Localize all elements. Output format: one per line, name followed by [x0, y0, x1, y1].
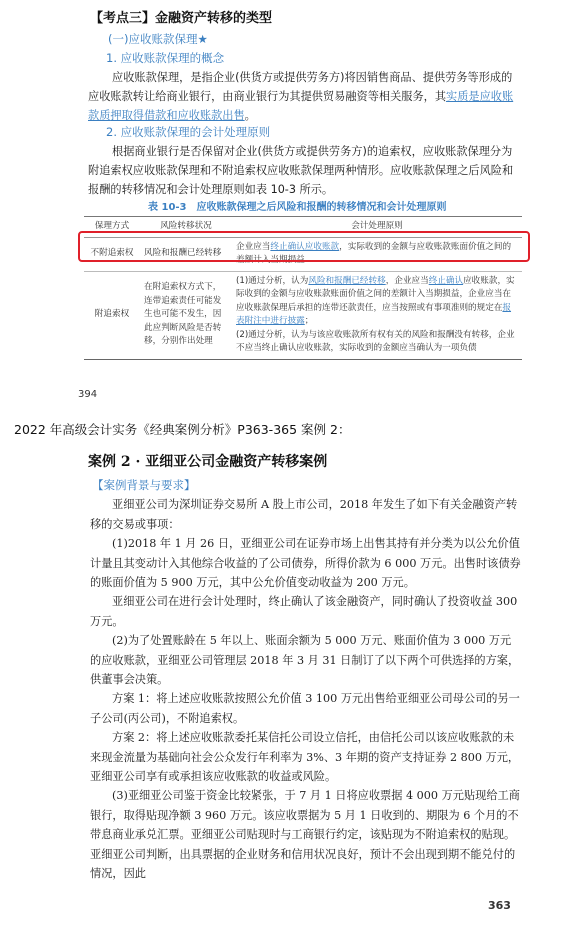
table-header-cell: 风险转移状况	[140, 217, 232, 238]
section-title: 【考点三】金融资产转移的类型	[90, 11, 273, 26]
cell-text: ；	[304, 316, 314, 326]
case-paragraph	[90, 534, 522, 593]
cell-highlight: 终止确认应收账款	[270, 241, 340, 252]
case-text: 亚细亚公司在进行会计处理时，终止确认了该金融资产，同时确认了投资收益 300 万元。	[90, 595, 518, 628]
subheading-a: (一)应收账款保理★	[108, 32, 208, 46]
para1-text-b: 收账款转让给商业银行，由商业银行为其提供贸易融资等相关服务，其	[99, 90, 447, 103]
para1-highlight-1: 实质是应收账款质	[88, 90, 514, 122]
table-cell: 附追索权	[84, 271, 140, 359]
para2-text-a: 根据商业银行是否保留对企业(供货方或提供劳务方)的追索权，应收账款保理分为附	[88, 145, 513, 177]
para2-text-c: 的转移情况和会计处理原则如表 10-3 所示。	[110, 183, 334, 196]
cell-text: ，实际收到的金额与应收账款账面价值之间的差额计入当期损益	[236, 241, 512, 265]
case-text: 亚细亚公司为深圳证券交易所 A 股上市公司，2018 年发生了如下有关金融资产转移的交易或事项：	[90, 498, 518, 531]
case-paragraph	[90, 631, 522, 690]
page-number: 363	[488, 899, 511, 912]
cell-text: 应收账款，实际收到的金额与应收账款账面价值之间的差额计入当期损益，企业应当在应收账款保理后承担的连带还款责任，应当按照或有事项准则的规定在	[236, 275, 515, 313]
case-text: 方案 2：将上述应收账款委托某信托公司设立信托，由信托公司以该应收账款的未来现金流量为基础向社会公众发行年利率为 3%、3 年期的资产支持证券 2 800 万元，亚细亚公司享有或承担该应收账款的收益或风险。	[90, 731, 520, 783]
cell-highlight: 风险和报酬已经转移	[308, 275, 386, 286]
para1-highlight-2: 押取得借款和应收账款出售	[110, 109, 245, 122]
table-cell: 风险和报酬已经转移	[144, 248, 222, 259]
case-text: (2)为了处置账龄在 5 年以上、账面余额为 5 000 万元、账面价值为 3 000 万元的应收账款，亚细亚公司管理层 2018 年 3 月 31 日制订了以下两个可供选择的方案，供董事会决策。	[90, 634, 520, 686]
case-paragraph	[90, 786, 522, 884]
case-paragraph	[90, 495, 522, 534]
cell-text: 企业应当	[236, 241, 271, 252]
cell-text: ，企业应当	[385, 275, 429, 286]
table-cell: 在附追索权方式下，连带追索责任可能发生也可能不发生，因此应判断风险是否转移，分别作出处理	[140, 271, 232, 359]
para2-text-b: 追索权应收账款保理和不附追索权应收账款保理两种情形。应收账款保理之后风险和报酬	[88, 164, 514, 196]
caption-line: 2022 年高级会计实务《经典案例分析》P363-365 案例 2：	[14, 422, 351, 437]
case-background-heading: 【案例背景与要求】	[92, 478, 196, 492]
cell-highlight: 报表附注中进行披露	[236, 302, 512, 326]
cell-text: (2)通过分析，认为与该应收账款所有权有关的风险和报酬没有转移，企业不应当终止确认应收账款，实际收到的金额应当确认为一项负债	[236, 329, 515, 353]
red-highlight-box	[78, 231, 530, 262]
case-paragraph	[90, 689, 522, 728]
cell-highlight: 终止确认	[428, 275, 464, 286]
cell-text: (1)通过分析，认为	[236, 275, 309, 286]
paragraph-2	[88, 142, 518, 199]
table-caption: 表 10-3 应收账款保理之后风险和报酬的转移情况和会计处理原则	[148, 202, 447, 213]
subheading-2: 2. 应收账款保理的会计处理原则	[106, 125, 271, 139]
case-text: 方案 1：将上述应收账款按照公允价值 3 100 万元出售给亚细亚公司母公司的另一子公司(丙公司)，不附追索权。	[90, 692, 520, 725]
table-header-cell: 保理方式	[84, 217, 140, 238]
subheading-1: 1. 应收账款保理的概念	[106, 51, 225, 65]
table-cell	[232, 271, 522, 359]
para1-end: 。	[244, 109, 256, 122]
case-text: (1)2018 年 1 月 26 日，亚细亚公司在证券市场上出售其持有并分类为以公允价值计量且其变动计入其他综合收益的了公司债券，所得价款为 6 000 万元。出售时该债券的账面价值为 5 900 万元，其中公允价值变动收益为 200 万元。	[90, 537, 521, 589]
table-row	[84, 271, 522, 359]
case-paragraph	[90, 728, 522, 787]
page-number: 394	[78, 389, 98, 400]
case-paragraph	[90, 592, 522, 631]
table-cell: 不附追索权	[90, 248, 134, 259]
para1-text-a: 应收账款保理，是指企业(供货方或提供劳务方)将因销售商品、提供劳务等形成的应	[88, 71, 513, 103]
table-header-cell: 会计处理原则	[232, 217, 522, 238]
paragraph-1	[88, 68, 518, 125]
case-title: 案例 2 · 亚细亚公司金融资产转移案例	[88, 454, 328, 470]
case-text: (3)亚细亚公司鉴于资金比较紧张，于 7 月 1 日将应收票据 4 000 万元贴现给工商银行，取得贴现净额 3 960 万元。该应收票据为 5 月 1 日收到的、期限为 6 个月的不带息商业承兑汇票。亚细亚公司贴现时与工商银行约定，该贴现为不附追索权的贴现。亚细亚公司判断，出具票据的企业财务和信用状况良好，预计不会出现到期不能兑付的情况，因此	[90, 789, 520, 880]
